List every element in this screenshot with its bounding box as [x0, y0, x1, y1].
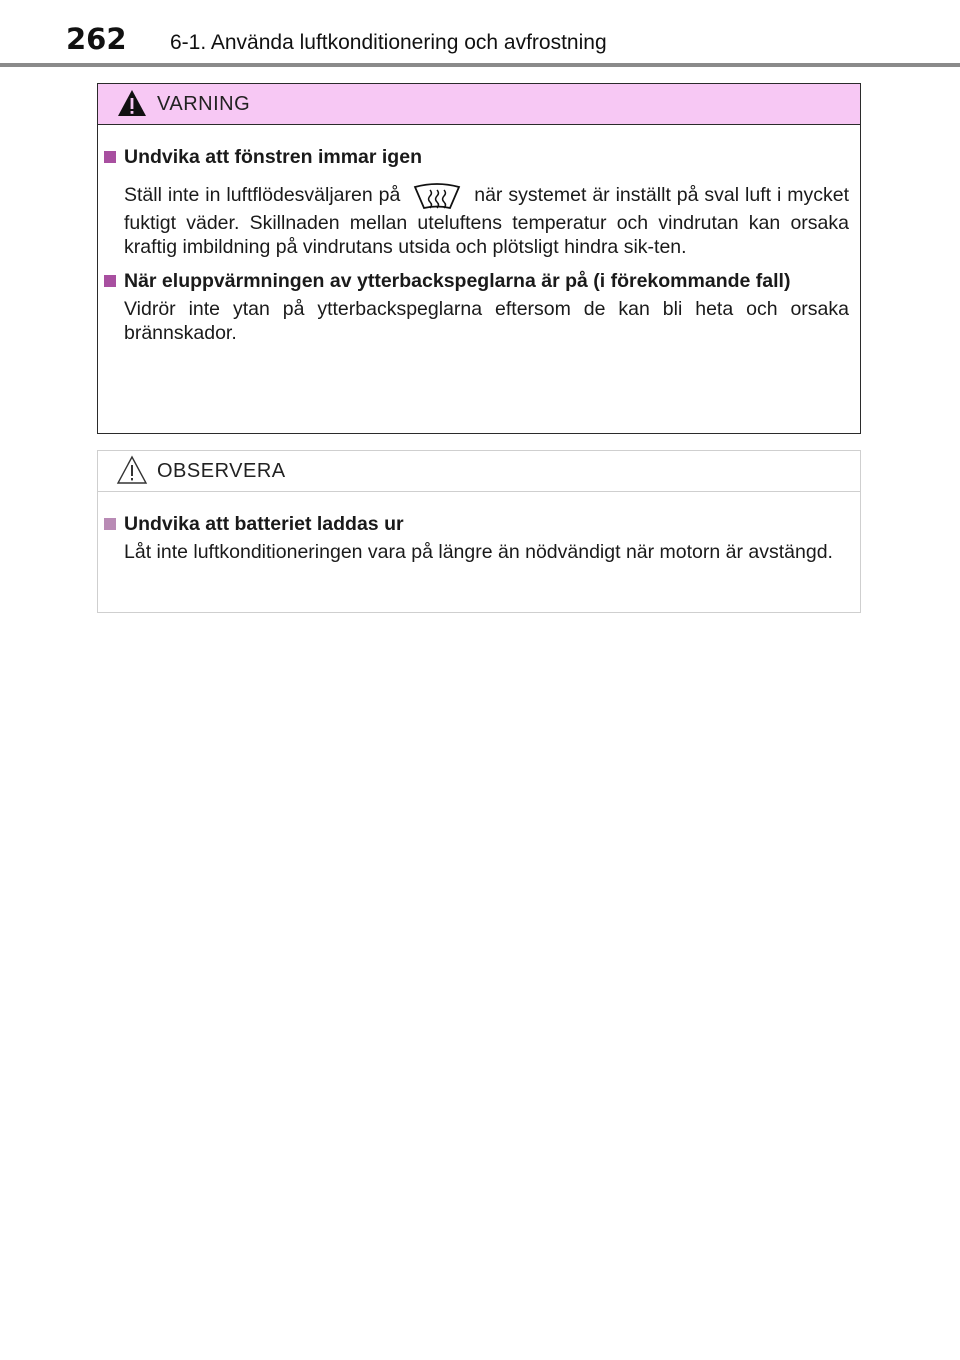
heading-text: När eluppvärmningen av ytterbackspeglarna är på (i förekommande fall) — [124, 270, 791, 292]
text-before-icon: Ställ inte in luftflödesväljaren på — [124, 184, 401, 207]
notice-item-heading — [104, 512, 849, 536]
warning-triangle-icon — [116, 87, 148, 119]
warning-title: VARNING — [157, 93, 251, 115]
text-after-icon: när systemet är inställt på sval luft i mycket fuktigt väder. Skillnaden mellan uteluftens temperatur och vindrutan kan orsaka kraftig imbildning på vindrutans utsida och plötsligt hindra sik-ten. — [124, 184, 850, 258]
page-header — [0, 0, 960, 70]
warning-item-heading — [104, 145, 849, 169]
heading-text: Undvika att fönstren immar igen — [124, 146, 422, 168]
heading-text: Undvika att batteriet laddas ur — [124, 513, 404, 535]
warning-box — [97, 83, 861, 434]
header-rule — [0, 63, 960, 67]
caution-triangle-outline-icon — [116, 454, 148, 486]
warning-item-heading — [104, 269, 849, 293]
square-bullet-icon — [104, 275, 116, 287]
warning-item-text: Vidrör inte ytan på ytterbackspeglarna eftersom de kan bli heta och orsaka brännskador. — [124, 298, 849, 344]
section-title: 6-1. Använda luftkonditionering och avfrostning — [170, 31, 607, 54]
page-number: 262 — [66, 22, 127, 56]
notice-title: OBSERVERA — [157, 460, 286, 482]
notice-box-header — [98, 451, 860, 492]
square-bullet-icon — [104, 518, 116, 530]
notice-body — [98, 492, 860, 564]
square-bullet-icon — [104, 151, 116, 163]
windshield-defroster-icon — [412, 181, 462, 211]
notice-item-text: Låt inte luftkonditioneringen vara på längre än nödvändigt när motorn är avstängd. — [124, 541, 833, 563]
notice-box — [97, 450, 861, 613]
warning-item-text — [104, 181, 849, 259]
warning-body — [98, 125, 860, 345]
warning-box-header — [98, 84, 860, 125]
